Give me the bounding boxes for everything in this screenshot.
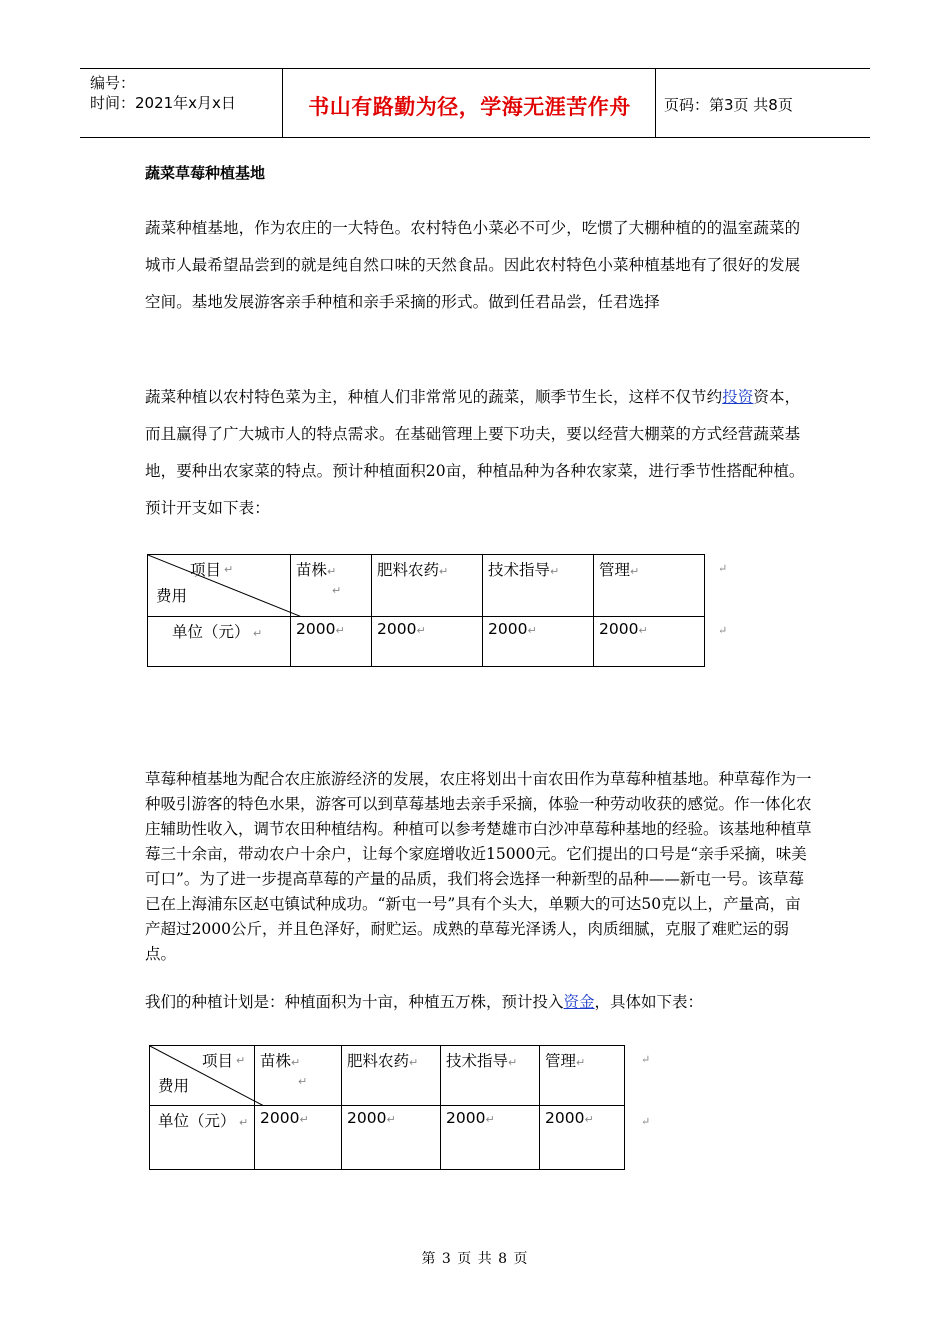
row-label: 单位（元） ↵ [148,617,291,667]
corner-bottom-label: 费用 [158,1077,190,1095]
column-header: 苗株↵ ↵ [291,555,372,617]
column-header: 肥料农药↵ [342,1046,441,1106]
corner-bottom-label: 费用 [156,587,188,605]
paragraph-strawberry-plan [145,990,815,1015]
corner-top-label: 项目 [202,1052,234,1070]
column-header: 管理↵ [540,1046,625,1106]
corner-top-label: 项目 [190,561,222,579]
column-header: 技术指导↵ [483,555,594,617]
table-corner-cell: 项目 ↵ 费用 [150,1046,255,1106]
paragraph-text: 我们的种植计划是：种植面积为十亩，种植五万株，预计投入 [145,993,564,1011]
column-header: 管理↵ [594,555,705,617]
page-footer: 第 3 页 共 8 页 [421,1251,529,1267]
page-header [80,68,870,138]
table-cell-value: 2000↵ [441,1106,540,1170]
paragraph-text: 蔬菜种植以农村特色菜为主，种植人们非常常见的蔬菜，顺季节生长，这样不仅节约 [145,388,723,406]
header-number-label: 编号： [90,74,136,92]
paragraph-text: 资本，而且赢得了广大城市人的特点需求。在基础管理上要下功夫，要以经营大棚菜的方式经营蔬菜基地，要种出农家菜的特点。预计种植面积20亩，种植品种为各种农家菜，进行季节性搭配种植。预计开支如下表： [145,388,805,517]
column-header: 肥料农药↵ [372,555,483,617]
paragraph-strawberry-intro: 草莓种植基地为配合农庄旅游经济的发展，农庄将划出十亩农田作为草莓种植基地。种草莓作为一种吸引游客的特色水果，游客可以到草莓基地去亲手采摘，体验一种劳动收获的感觉。作一体化农庄辅助性收入，调节农田种植结构。种植可以参考楚雄市白沙冲草莓种基地的经验。该基地种植草莓三十余亩，带动农户十余户，让每个家庭增收近15000元。它们提出的口号是“亲手采摘，味美可口”。为了进一步提高草莓的产量的品质，我们将会选择一种新型的品种——新屯一号。该草莓已在上海浦东区赵屯镇试种成功。“新屯一号”具有个头大，单颗大的可达50克以上，产量高，亩产超过2000公斤，并且色泽好，耐贮运。成熟的草莓光泽诱人，肉质细腻，克服了难贮运的弱点。 [145,770,812,963]
vegetable-cost-table [147,554,705,667]
strawberry-cost-table [149,1045,625,1170]
table-cell-value: 2000↵ [291,617,372,667]
header-meta [90,73,236,113]
row-label: 单位（元） ↵ [150,1106,255,1170]
funding-link[interactable]: 资金 [563,993,595,1011]
paragraph-vegetable-plan [145,379,815,527]
investment-link[interactable]: 投资 [722,388,754,406]
table-cell-value: 2000↵ [594,617,705,667]
table-cell-value: 2000↵ [372,617,483,667]
table-cell-value: 2000↵ [540,1106,625,1170]
paragraph-text: ，具体如下表： [594,993,704,1011]
header-time-label: 时间：2021年x月x日 [90,94,236,112]
table-cell-value: 2000↵ [483,617,594,667]
column-header: 苗株↵ ↵ [255,1046,342,1106]
section-title: 蔬菜草莓种植基地 [145,164,266,182]
header-page-info: 页码：第3页 共8页 [664,96,793,114]
header-motto: 书山有路勤为径，学海无涯苦作舟 [308,95,631,119]
table-cell-value: 2000↵ [255,1106,342,1170]
column-header: 技术指导↵ [441,1046,540,1106]
table-cell-value: 2000↵ [342,1106,441,1170]
table-corner-cell: 项目 ↵ 费用 [148,555,291,617]
paragraph-vegetable-intro: 蔬菜种植基地，作为农庄的一大特色。农村特色小菜必不可少，吃惯了大棚种植的的温室蔬菜的城市人最希望品尝到的就是纯自然口味的天然食品。因此农村特色小菜种植基地有了很好的发展空间。基地发展游客亲手种植和亲手采摘的形式。做到任君品尝，任君选择 [145,219,801,311]
